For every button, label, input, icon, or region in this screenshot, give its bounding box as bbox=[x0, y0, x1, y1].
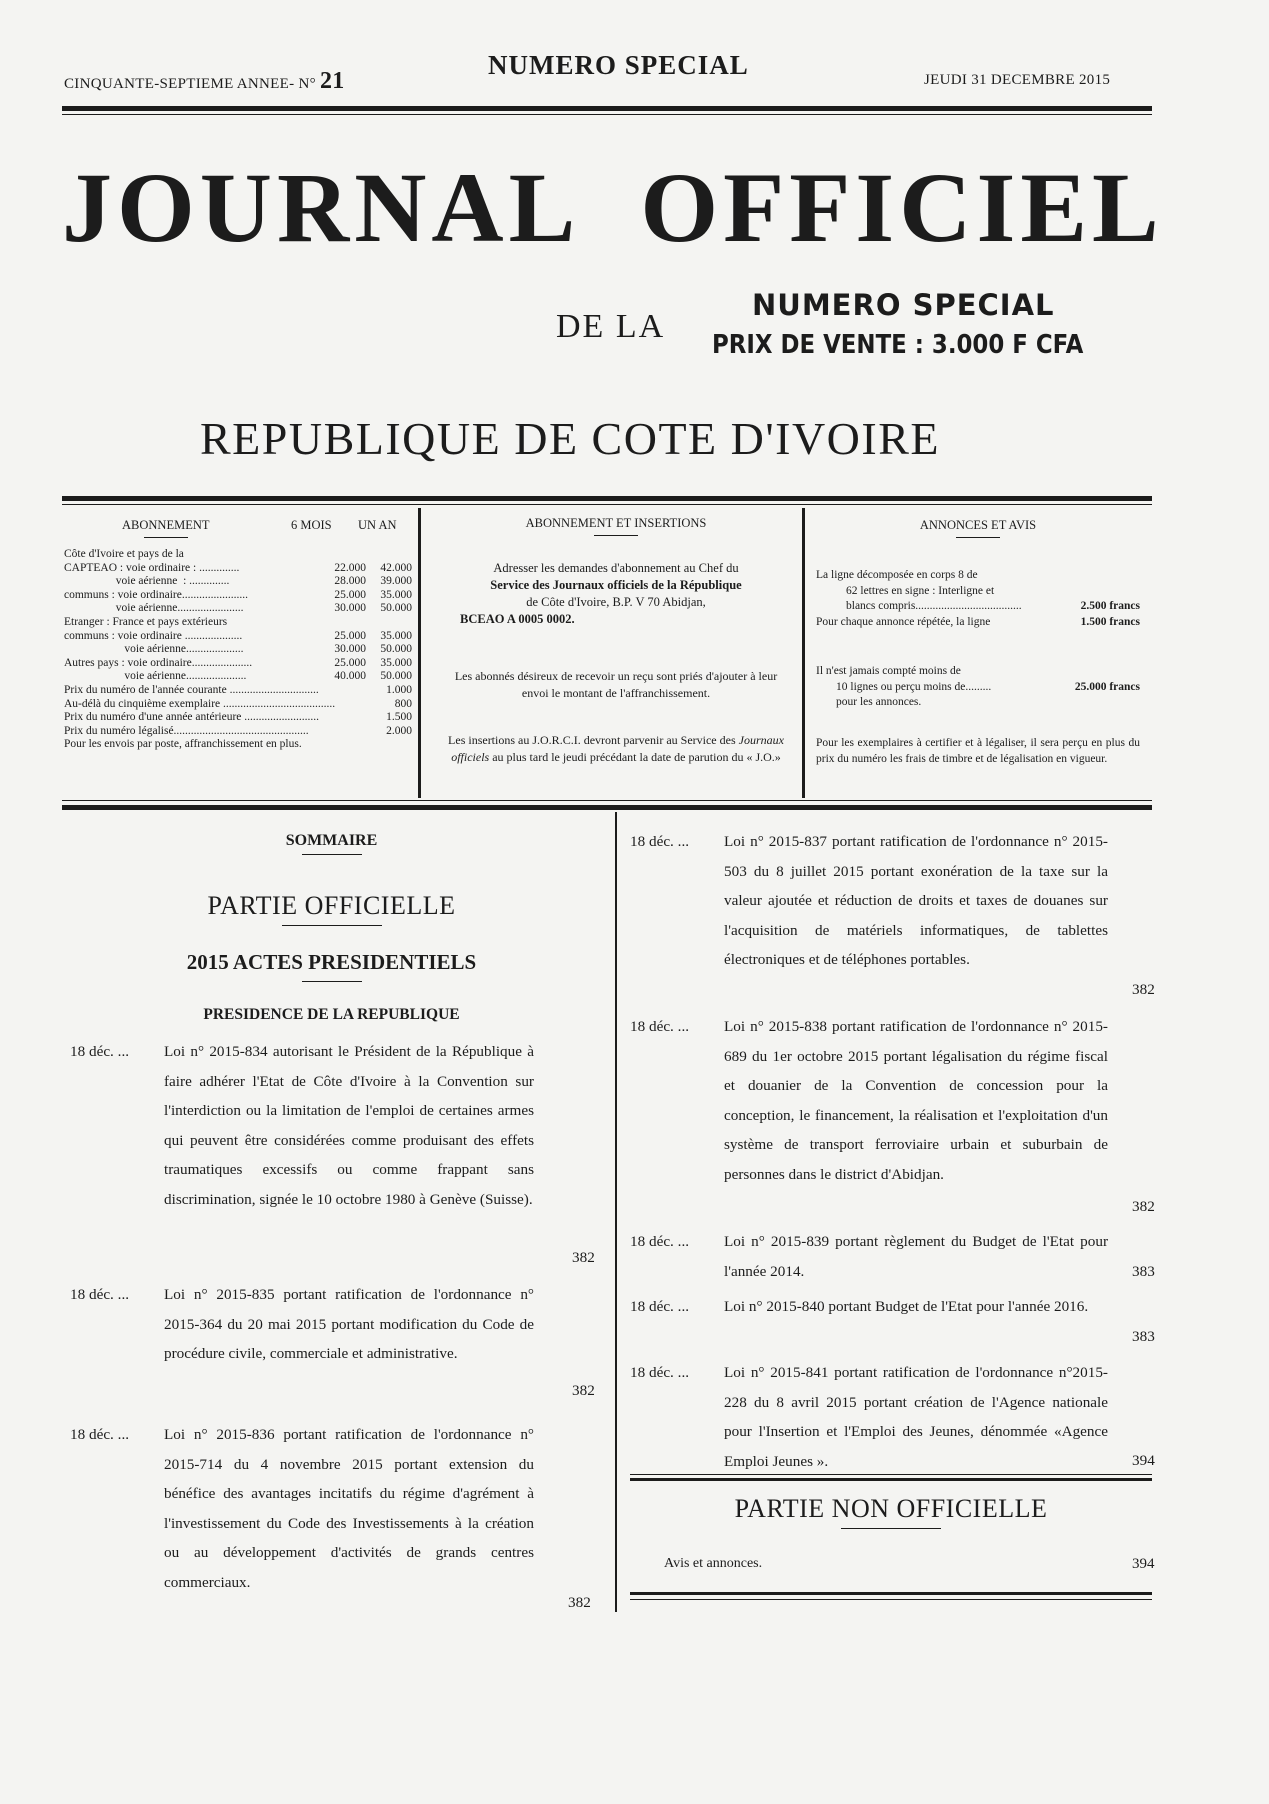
republic-title: REPUBLIQUE DE COTE D'IVOIRE bbox=[200, 413, 941, 464]
info-divider-1 bbox=[418, 508, 421, 798]
entry-text: Loi n° 2015-838 portant ratification de l'ordonnance n° 2015-689 du 1er octobre 2015 portant légalisation du régime fiscal et douanier de la Convention de concession pour la conception, le financement, la réalisation et l'exploitation d'un système de transport ferroviaire urbain et suburbain de personnes dans le district d'Abidjan. bbox=[724, 1018, 1108, 1183]
list-item bbox=[630, 1227, 1160, 1287]
entry-text: Loi n° 2015-836 portant ratification de l'ordonnance n° 2015-714 du 4 novembre 2015 portant extension du bénéfice des avantages incitatifs du régime d'agrément à l'investissement du Code des Investissements à la création ou au développement d'activités de grands centres commerciaux. bbox=[164, 1426, 534, 1591]
journal-title bbox=[62, 152, 1164, 263]
numero-special-banner: NUMERO SPECIAL bbox=[752, 288, 1055, 322]
info-box-top-rule bbox=[62, 496, 1152, 501]
price-minimum: 25.000 francs bbox=[1074, 680, 1140, 693]
info-box-bottom-rule-thin bbox=[62, 800, 1152, 801]
entry-date: 18 déc. ... bbox=[70, 1286, 130, 1303]
list-item bbox=[70, 1420, 600, 1620]
annonces-minimum: Il n'est jamais compté moins de 10 lignes ou perçu moins de......... 25.000 francs pour les annonces. bbox=[816, 665, 1140, 708]
avis-annonces-label: Avis et annonces. bbox=[664, 1556, 763, 1571]
entry-date: 18 déc. ... bbox=[630, 833, 690, 850]
de-la-label: DE LA bbox=[556, 308, 666, 345]
sale-price: PRIX DE VENTE : 3.000 F CFA bbox=[712, 330, 1084, 360]
table-row: Prix du numéro d'une année antérieure .......................... 1.500 bbox=[64, 711, 412, 724]
issue-label bbox=[64, 68, 345, 95]
entry-page: 382 bbox=[572, 1249, 595, 1266]
table-row: voie aérienne....................... 30.000 50.000 bbox=[64, 602, 412, 615]
abonnement-col-6mois: 6 MOIS bbox=[291, 518, 332, 532]
sommaire-title: SOMMAIRE bbox=[64, 832, 599, 855]
list-item bbox=[70, 1280, 600, 1400]
column-divider bbox=[615, 812, 617, 1612]
top-rule-thin bbox=[62, 114, 1152, 115]
non-officielle-top-rule-thin bbox=[630, 1474, 1152, 1475]
entry-page: 383 bbox=[1132, 1263, 1155, 1280]
insertions-heading: ABONNEMENT ET INSERTIONS bbox=[440, 516, 792, 536]
entry-text: Loi n° 2015-839 portant règlement du Budget de l'Etat pour l'année 2014. bbox=[724, 1233, 1108, 1280]
entry-page: 382 bbox=[1132, 981, 1155, 998]
entry-text: Loi n° 2015-840 portant Budget de l'Etat pour l'année 2016. bbox=[724, 1298, 1089, 1315]
presidence-title: PRESIDENCE DE LA REPUBLIQUE bbox=[203, 1006, 460, 1023]
list-item bbox=[630, 1358, 1160, 1478]
title-word-officiel: OFFICIEL bbox=[640, 152, 1164, 263]
list-item bbox=[630, 827, 1160, 997]
table-row: Autres pays : voie ordinaire..................... 25.000 35.000 bbox=[64, 656, 412, 669]
annonces-legalisation: Pour les exemplaires à certifier et à légaliser, il sera perçu en plus du prix du numéro les frais de timbre et de légalisation en vigueur. bbox=[816, 737, 1140, 765]
abonnement-col-un-an: UN AN bbox=[358, 518, 397, 532]
bottom-rule bbox=[630, 1592, 1152, 1595]
entry-text: Loi n° 2015-834 autorisant le Président de la République à faire adhérer l'Etat de Côte d'Ivoire à la Convention sur l'interdiction ou la limitation de l'emploi de certaines armes qui peuvent être considérées comme produisant des effets traumatiques excessifs ou comme frappant sans discrimination, signée le 10 octobre 1980 à Genève (Suisse). bbox=[164, 1043, 534, 1208]
table-row: voie aérienne : .............. 28.000 39.000 bbox=[64, 575, 412, 588]
partie-non-officielle-title: PARTIE NON OFFICIELLE bbox=[630, 1494, 1152, 1529]
entry-date: 18 déc. ... bbox=[630, 1233, 690, 1250]
table-row: Prix du numéro légalisé............................................... 2.000 bbox=[64, 724, 412, 737]
entry-text: Loi n° 2015-835 portant ratification de l'ordonnance n° 2015-364 du 20 mai 2015 portant modification du Code de procédure civile, commerciale et administrative. bbox=[164, 1286, 534, 1362]
issue-number: 21 bbox=[319, 68, 345, 94]
abonnement-heading: ABONNEMENT bbox=[122, 518, 210, 538]
entry-date: 18 déc. ... bbox=[630, 1298, 690, 1315]
table-row: voie aérienne..................... 40.000 50.000 bbox=[64, 670, 412, 683]
entry-page: 382 bbox=[1132, 1198, 1155, 1215]
entry-page: 383 bbox=[1132, 1328, 1155, 1345]
special-edition-label: NUMERO SPECIAL bbox=[488, 50, 749, 80]
table-row: Pour les envois par poste, affranchissement en plus. bbox=[64, 738, 302, 751]
title-word-journal: JOURNAL bbox=[62, 152, 581, 263]
entry-date: 18 déc. ... bbox=[630, 1018, 690, 1035]
info-divider-2 bbox=[802, 508, 805, 798]
partie-officielle-title: PARTIE OFFICIELLE bbox=[64, 891, 599, 926]
table-row: communs : voie ordinaire .................... 25.000 35.000 bbox=[64, 629, 412, 642]
entry-page: 382 bbox=[572, 1382, 595, 1399]
entry-text: Loi n° 2015-841 portant ratification de l'ordonnance n°2015-228 du 8 avril 2015 portant création de l'Agence nationale pour l'Insertion et l'Emploi des Jeunes, dénommée «Agence Emploi Jeunes ». bbox=[724, 1364, 1108, 1470]
table-row: voie aérienne.................... 30.000 50.000 bbox=[64, 643, 412, 656]
annonces-pricing: La ligne décomposée en corps 8 de 62 lettres en signe : Interligne et blancs compris..................................... 2.500 francs Pour chaque annonce répétée, la ligne 1.500 francs bbox=[816, 568, 1140, 630]
entry-page: 394 bbox=[1132, 1452, 1155, 1469]
insertions-address: Adresser les demandes d'abonnement au Chef du Service des Journaux officiels de la République de Côte d'Ivoire, B.P. V 70 Abidjan, BCEAO A 0005 0002. bbox=[460, 561, 742, 626]
issue-year-label: CINQUANTE-SEPTIEME ANNEE- N° bbox=[64, 76, 316, 92]
table-row: Prix du numéro de l'année courante ............................... 1.000 bbox=[64, 683, 412, 696]
table-row: communs : voie ordinaire....................... 25.000 35.000 bbox=[64, 588, 412, 601]
top-rule bbox=[62, 106, 1152, 111]
entry-date: 18 déc. ... bbox=[70, 1426, 130, 1443]
issue-date: JEUDI 31 DECEMBRE 2015 bbox=[924, 72, 1111, 88]
price-repeat: 1.500 francs bbox=[1080, 615, 1140, 628]
bottom-rule-thin bbox=[630, 1599, 1152, 1600]
insertions-deadline-note: Les insertions au J.O.R.C.I. devront parvenir au Service des Journaux officiels au plus tard le jeudi précédant la date de parution du « J.O.» bbox=[448, 733, 784, 764]
entry-date: 18 déc. ... bbox=[70, 1043, 130, 1060]
list-item bbox=[70, 1037, 600, 1277]
table-row: CAPTEAO : voie ordinaire : .............. 22.000 42.000 bbox=[64, 561, 412, 574]
non-officielle-top-rule bbox=[630, 1478, 1152, 1481]
list-item bbox=[630, 1012, 1160, 1222]
table-row: Côte d'Ivoire et pays de la bbox=[64, 548, 184, 560]
list-item bbox=[630, 1292, 1160, 1352]
info-box-bottom-rule bbox=[62, 805, 1152, 810]
insertions-receipt-note: Les abonnés désireux de recevoir un reçu sont priés d'ajouter à leur envoi le montant de l'affranchissement. bbox=[454, 669, 778, 700]
avis-annonces-page: 394 bbox=[1132, 1556, 1155, 1572]
entry-text: Loi n° 2015-837 portant ratification de l'ordonnance n° 2015-503 du 8 juillet 2015 portant exonération de la taxe sur la valeur ajoutée et réduction de droits et taxes de douanes sur l'acquisition de matériels informatiques, de tablettes électroniques et de téléphones portables. bbox=[724, 833, 1108, 968]
table-row: Etranger : France et pays extérieurs bbox=[64, 615, 228, 628]
annonces-heading: ANNONCES ET AVIS bbox=[816, 518, 1140, 538]
price-line: 2.500 francs bbox=[1080, 600, 1140, 612]
table-row: Au-délà du cinquième exemplaire ....................................... 800 bbox=[64, 697, 412, 710]
info-box-top-rule-thin bbox=[62, 504, 1152, 505]
entry-date: 18 déc. ... bbox=[630, 1364, 690, 1381]
abonnement-table bbox=[64, 548, 412, 752]
actes-presidentiels-title: 2015 ACTES PRESIDENTIELS bbox=[64, 950, 599, 982]
entry-page: 382 bbox=[568, 1594, 591, 1611]
